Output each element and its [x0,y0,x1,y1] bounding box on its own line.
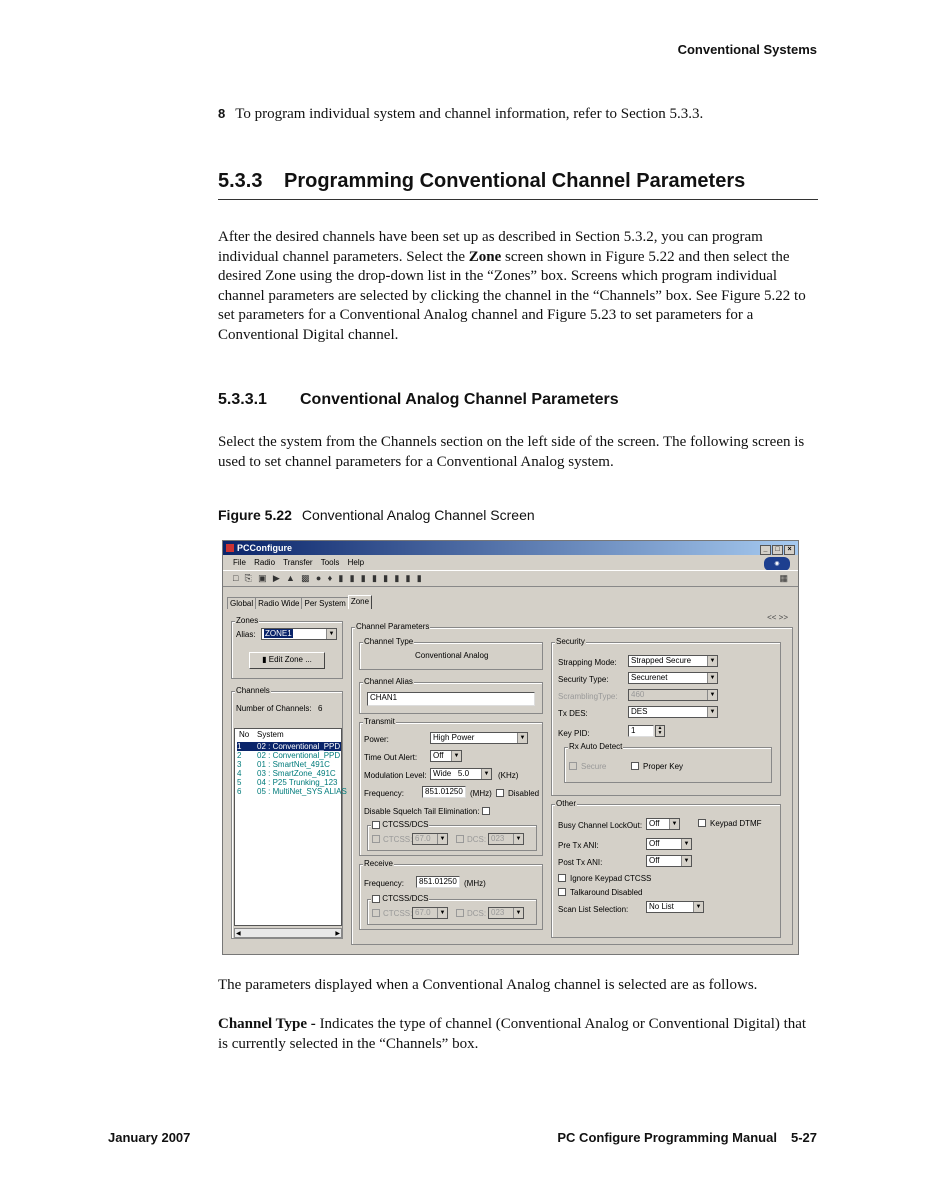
rx-freq-input[interactable]: 851.01250 [416,876,460,888]
rx-ctcss-dcs-header [371,894,429,903]
channel-type-value: Conventional Analog [415,651,489,660]
tx-freq-input[interactable]: 851.01250 [422,786,466,798]
keypad-dtmf-checkbox[interactable] [698,819,706,827]
other-group [551,799,781,938]
rx-freq-unit: (MHz) [464,879,486,888]
rx-ctcss-checkbox [372,909,380,917]
section-number: 5.3.3 [218,170,263,192]
rx-dcs-select [488,907,524,919]
proper-key-label: Proper Key [643,762,684,771]
rx-ctcss-dcs-group [367,894,537,925]
tx-ctcss-select [412,833,448,845]
step-number: 8 [218,106,226,121]
timeout-label: Time Out Alert: [364,753,418,762]
power-select[interactable] [430,732,528,744]
squelch-label: Disable Squelch Tail Elimination: [364,807,480,816]
tx-dcs-select [488,833,524,845]
keypid-spinner[interactable]: ▲ ▼ [655,725,665,737]
strapping-label: Strapping Mode: [558,658,617,667]
busy-lockout-select[interactable] [646,818,680,830]
posttx-value: Off [649,856,660,865]
intro-text-2: screen shown in Figure 5.22 and then select the desired Zone using the drop-down list in the “Zones” box. Screens which program individual channel parameters are selected by clicking the channel in the “Channels” box. See Figure 5.22 to set parameters for a Conventional Analog channel and Figure 5.23 to set parameters for a Conventional Digital channel. [218,248,806,343]
secure-label: Secure [581,762,607,771]
write-icon[interactable]: ▲ [286,573,295,583]
scroll-left-icon[interactable]: ◀ [236,931,241,937]
row-system: 01 : SmartNet_491C [257,760,330,769]
tool-icon[interactable]: ▮ [416,573,422,583]
rx-dcs-value: 023 [491,908,505,917]
intro-paragraph [218,228,818,345]
chevron-down-icon: ▼ [707,690,717,700]
rx-ctcss-label: CTCSS: [383,909,413,918]
chevron-down-icon: ▼ [669,819,679,829]
rx-ctcss-dcs-checkbox[interactable] [372,895,380,903]
chevron-down-icon: ▼ [693,902,703,912]
tx-disabled-checkbox[interactable] [496,789,504,797]
ignore-ctcss-checkbox[interactable] [558,874,566,882]
other-label: Other [556,799,577,808]
logo-icon: ◉ [764,557,790,571]
zones-label: Zones [236,616,259,625]
step-text: To program individual system and channel information, refer to Section 5.3.3. [235,106,704,122]
security-type-value: Securenet [631,673,668,682]
tx-dcs-value: 023 [491,834,505,843]
row-system: 02 : Conventional_PPD [257,751,341,760]
sub-paragraph: Select the system from the Channels section on the left side of the screen. The following screen is used to set channel parameters for a Conventional Analog system. [218,434,805,470]
rx-dcs-checkbox [456,909,464,917]
row-system: 05 : MultiNet_SYS ALIAS [257,787,347,796]
talkaround-checkbox[interactable] [558,888,566,896]
nav-arrows[interactable]: << >> [767,613,788,622]
strapping-value: Strapped Secure [631,656,692,665]
modulation-num: 5.0 [457,769,470,778]
channel-params-group [351,622,793,945]
chevron-down-icon: ▼ [681,856,691,866]
tx-dcs-checkbox [456,835,464,843]
horizontal-scrollbar[interactable] [234,928,342,938]
window-buttons [759,543,795,555]
after-figure-paragraph: The parameters displayed when a Conventional Analog channel is selected are as follows. [218,977,758,993]
strapping-select[interactable] [628,655,718,667]
rx-dcs-label: DCS: [467,909,487,918]
new-icon[interactable]: □ [233,573,239,583]
row-no: 6 [237,787,242,796]
modulation-unit: (KHz) [498,771,519,780]
zone-alias-select[interactable] [261,628,337,640]
exit-icon[interactable]: ▦ [779,573,788,583]
tx-disabled-label: Disabled [508,789,540,798]
row-no: 1 [237,742,242,751]
footer-right [557,1130,817,1145]
receive-label: Receive [364,859,393,868]
subsection-heading [218,391,619,409]
tx-ctcss-dcs-label: CTCSS/DCS [382,820,429,829]
posttx-select[interactable] [646,855,692,867]
txdes-label: Tx DES: [558,709,588,718]
record-icon[interactable]: ● [315,573,322,583]
subsection-title: Conventional Analog Channel Parameters [300,391,619,408]
footer-date: January 2007 [108,1130,191,1145]
tab-zone[interactable]: Zone [348,595,372,609]
channel-count: 6 [318,704,323,713]
table-row[interactable] [237,751,340,760]
menu-file[interactable]: File [233,558,246,567]
menu-help[interactable]: Help [347,558,365,567]
squelch-checkbox[interactable] [482,807,490,815]
row-no: 2 [237,751,242,760]
keypid-label: Key PID: [558,729,590,738]
zone-alias-value: ZONE1 [265,629,292,638]
pcconfigure-window [222,540,799,955]
channel-type-label: Channel Type [364,637,414,646]
scroll-right-icon[interactable]: ▶ [335,931,340,937]
chevron-down-icon: ▼ [707,656,717,666]
timeout-value: Off [433,751,444,760]
figure-caption-text: Conventional Analog Channel Screen [301,507,535,523]
security-type-label: Security Type: [558,675,609,684]
talkaround-label: Talkaround Disabled [570,888,643,897]
rx-ctcss-value: 67.0 [415,908,431,917]
modulation-label: Modulation Level: [364,771,427,780]
receive-group [359,859,543,930]
tx-ctcss-checkbox [372,835,380,843]
chevron-down-icon: ▼ [481,769,491,779]
channel-alias-label: Channel Alias [364,677,413,686]
clone-icon[interactable]: ▩ [301,573,310,583]
save-icon[interactable]: ▣ [258,573,267,583]
app-icon [226,544,234,552]
menu-transfer[interactable]: Transfer [283,558,313,567]
running-header: Conventional Systems [677,42,817,57]
tab-radio-wide[interactable]: Radio Wide [255,597,302,609]
subsection-number: 5.3.3.1 [218,391,267,408]
read-icon[interactable]: ▶ [272,573,280,583]
channel-type-text: Indicates the type of channel (Conventional Analog or Conventional Digital) that is currently selected in the “Channels” box. [218,1016,807,1052]
tx-freq-unit: (MHz) [470,789,492,798]
tx-freq-label: Frequency: [364,789,405,798]
tx-ctcss-dcs-group [367,820,537,851]
section-title: Programming Conventional Channel Parameters [284,170,746,192]
chevron-down-icon: ▼ [513,908,523,918]
alias-label: Alias: [236,630,256,639]
rx-ctcss-select [412,907,448,919]
modulation-value: Wide [433,769,452,778]
toolbar [223,570,798,587]
channel-type-term: Channel Type - [218,1016,316,1032]
channel-count-label: Number of Channels: [236,704,312,713]
rx-auto-detect-label: Rx Auto Detect [569,742,623,751]
tool-icon[interactable]: ▮ [383,573,389,583]
edit-zone-button[interactable] [249,652,325,669]
col-no-header: No [239,730,250,739]
scrambling-value: 460 [631,690,645,699]
channel-type-group [359,637,543,670]
chevron-down-icon: ▼ [707,673,717,683]
timeout-select[interactable] [430,750,462,762]
modulation-select[interactable] [430,768,492,780]
chevron-down-icon: ▼ [707,707,717,717]
keypad-dtmf-label: Keypad DTMF [710,819,762,828]
tool-icon[interactable]: ▮ [405,573,411,583]
tool-icon[interactable]: ▮ [349,573,355,583]
scanlist-select[interactable] [646,901,704,913]
row-system: 04 : P25 Trunking_123 [257,778,338,787]
table-row[interactable] [237,787,347,796]
channel-params-label: Channel Parameters [356,622,430,631]
channel-alias-input[interactable]: CHAN1 [367,692,535,706]
chevron-down-icon: ▼ [326,629,336,639]
footer-page: 5-27 [790,1130,817,1145]
rx-auto-detect-group [564,742,772,783]
key-icon[interactable]: ♦ [327,573,333,583]
ignore-ctcss-label: Ignore Keypad CTCSS [570,874,652,883]
edit-zone-icon: ▮ [262,655,267,664]
channels-group [231,686,347,939]
security-type-select[interactable] [628,672,718,684]
intro-text-1: After the desired channels have been set up as described in Section 5.3.2, you can program individual channel parameters. Select the [218,229,763,265]
tab-global[interactable]: Global [227,597,256,609]
tx-dcs-label: DCS: [467,835,487,844]
channel-alias-group [359,677,543,714]
open-icon[interactable]: ⎘ [244,573,252,583]
row-no: 3 [237,760,242,769]
figure-caption [218,507,535,523]
maximize-button[interactable]: □ [772,545,783,555]
channel-list[interactable] [234,728,347,926]
tool-icon[interactable]: ▮ [371,573,377,583]
figure-label: Figure 5.22 [218,507,292,523]
row-system: 02 : Conventional_PPD [257,742,341,751]
menu-radio[interactable]: Radio [254,558,276,567]
transmit-label: Transmit [364,717,395,726]
busy-lockout-value: Off [649,819,660,828]
channels-label: Channels [236,686,270,695]
footer-manual: PC Configure Programming Manual [557,1130,777,1145]
txdes-value: DES [631,707,648,716]
col-system-header: System [257,730,284,739]
posttx-label: Post Tx ANI: [558,858,603,867]
table-row[interactable] [237,769,336,778]
chevron-down-icon: ▼ [517,733,527,743]
row-no: 4 [237,769,242,778]
security-label: Security [556,637,585,646]
pretx-label: Pre Tx ANI: [558,841,599,850]
menu-bar [223,555,798,570]
tab-strip [227,597,371,611]
edit-zone-label: Edit Zone ... [268,655,312,664]
table-row[interactable] [237,760,330,769]
intro-bold-zone: Zone [468,248,502,265]
zones-group [231,616,343,679]
security-group [551,637,781,796]
scrambling-label: ScramblingType: [558,692,618,701]
power-value: High Power [433,733,475,742]
pretx-value: Off [649,839,660,848]
row-no: 5 [237,778,242,787]
minimize-button[interactable]: _ [760,545,771,555]
step-8 [218,106,703,123]
chevron-down-icon: ▼ [437,908,447,918]
proper-key-checkbox[interactable] [631,762,639,770]
section-heading [218,170,818,200]
tool-icon[interactable]: ▮ [394,573,400,583]
title-bar [223,541,798,555]
tool-icon[interactable]: ▮ [338,573,344,583]
close-button[interactable]: × [784,545,795,555]
keypid-input[interactable]: 1 [628,725,654,737]
pretx-select[interactable] [646,838,692,850]
table-row[interactable] [237,742,341,751]
chevron-down-icon: ▼ [681,839,691,849]
tx-ctcss-dcs-checkbox[interactable] [372,821,380,829]
chevron-down-icon: ▼ [451,751,461,761]
tx-ctcss-label: CTCSS: [383,835,413,844]
transmit-group [359,717,543,856]
busy-lockout-label: Busy Channel LockOut: [558,821,643,830]
channel-type-definition [218,1015,818,1054]
window-title: PCConfigure [237,543,292,553]
scanlist-label: Scan List Selection: [558,905,629,914]
tx-ctcss-dcs-header [371,820,429,829]
scanlist-value: No List [649,902,674,911]
tool-icon[interactable]: ▮ [360,573,366,583]
rx-freq-label: Frequency: [364,879,405,888]
chevron-down-icon: ▼ [437,834,447,844]
row-system: 03 : SmartZone_491C [257,769,336,778]
scrambling-select [628,689,718,701]
tx-ctcss-value: 67.0 [415,834,431,843]
table-row[interactable] [237,778,338,787]
secure-checkbox [569,762,577,770]
tab-per-system[interactable]: Per System [301,597,348,609]
rx-ctcss-dcs-label: CTCSS/DCS [382,894,429,903]
power-label: Power: [364,735,389,744]
txdes-select[interactable] [628,706,718,718]
chevron-down-icon: ▼ [513,834,523,844]
menu-tools[interactable]: Tools [320,558,340,567]
